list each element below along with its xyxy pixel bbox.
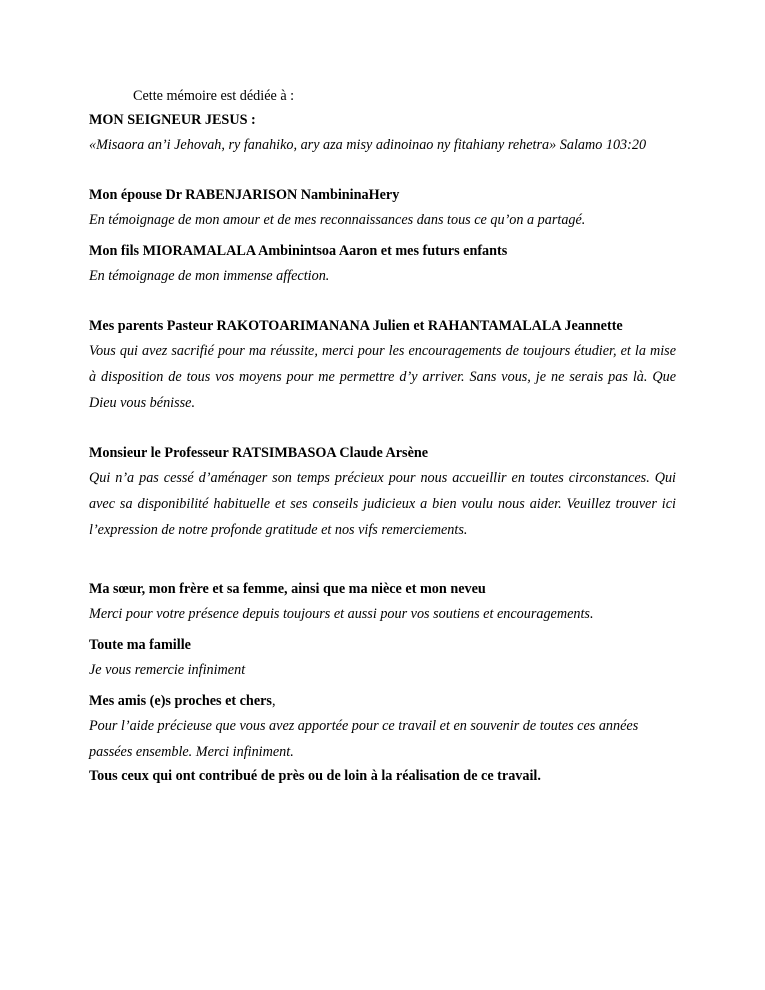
section-text: En témoignage de mon immense affection.: [89, 268, 330, 284]
section-title: Mon fils MIORAMALALA Ambinintsoa Aaron et mes futurs enfants: [89, 243, 508, 259]
section-title: Ma sœur, mon frère et sa femme, ainsi que ma nièce et mon neveu: [89, 581, 486, 597]
section-text: En témoignage de mon amour et de mes reconnaissances dans tous ce qu’on a partagé.: [89, 212, 586, 228]
section-text: Je vous remercie infiniment: [89, 662, 246, 678]
section-text: Vous qui avez sacrifié pour ma réussite, merci pour les encouragements de toujours étudier, et la mise à disposition de tous vos moyens pour me permettre d’y arriver. Sans vous, je ne serais pas là. Que Dieu vous bénisse.: [89, 343, 676, 411]
section-title: MON SEIGNEUR JESUS :: [89, 112, 256, 128]
section-title-suffix: ,: [271, 693, 276, 709]
dedication-page: [89, 84, 676, 787]
section-text: Qui n’a pas cessé d’aménager son temps précieux pour nous accueillir en toutes circonstances. Qui avec sa disponibilité habituelle et ses conseils judicieux a bien voulu nous aider. Veuillez trouver ici l’expression de notre profonde gratitude et nos vifs remerciements.: [89, 470, 676, 538]
intro-line: Cette mémoire est dédiée à :: [133, 88, 295, 104]
closing-line: Tous ceux qui ont contribué de près ou de loin à la réalisation de ce travail.: [89, 768, 541, 784]
section-title: Toute ma famille: [89, 637, 191, 653]
section-title: Mes parents Pasteur RAKOTOARIMANANA Julien et RAHANTAMALALA Jeannette: [89, 318, 623, 334]
section-text: Pour l’aide précieuse que vous avez apportée pour ce travail et en souvenir de toutes ces années passées ensemble. Merci infiniment.: [89, 718, 639, 760]
section-title: Monsieur le Professeur RATSIMBASOA Claude Arsène: [89, 445, 429, 461]
section-text: Merci pour votre présence depuis toujours et aussi pour vos soutiens et encouragements.: [89, 606, 594, 622]
section-title: Mon épouse Dr RABENJARISON NambininaHery: [89, 187, 400, 203]
section-text: «Misaora an’i Jehovah, ry fanahiko, ary aza misy adinoinao ny fitahiany rehetra» Salamo 103:20: [89, 137, 647, 153]
section-title: [89, 690, 676, 713]
section-title-text: Mes amis (e)s proches et chers: [89, 693, 272, 709]
